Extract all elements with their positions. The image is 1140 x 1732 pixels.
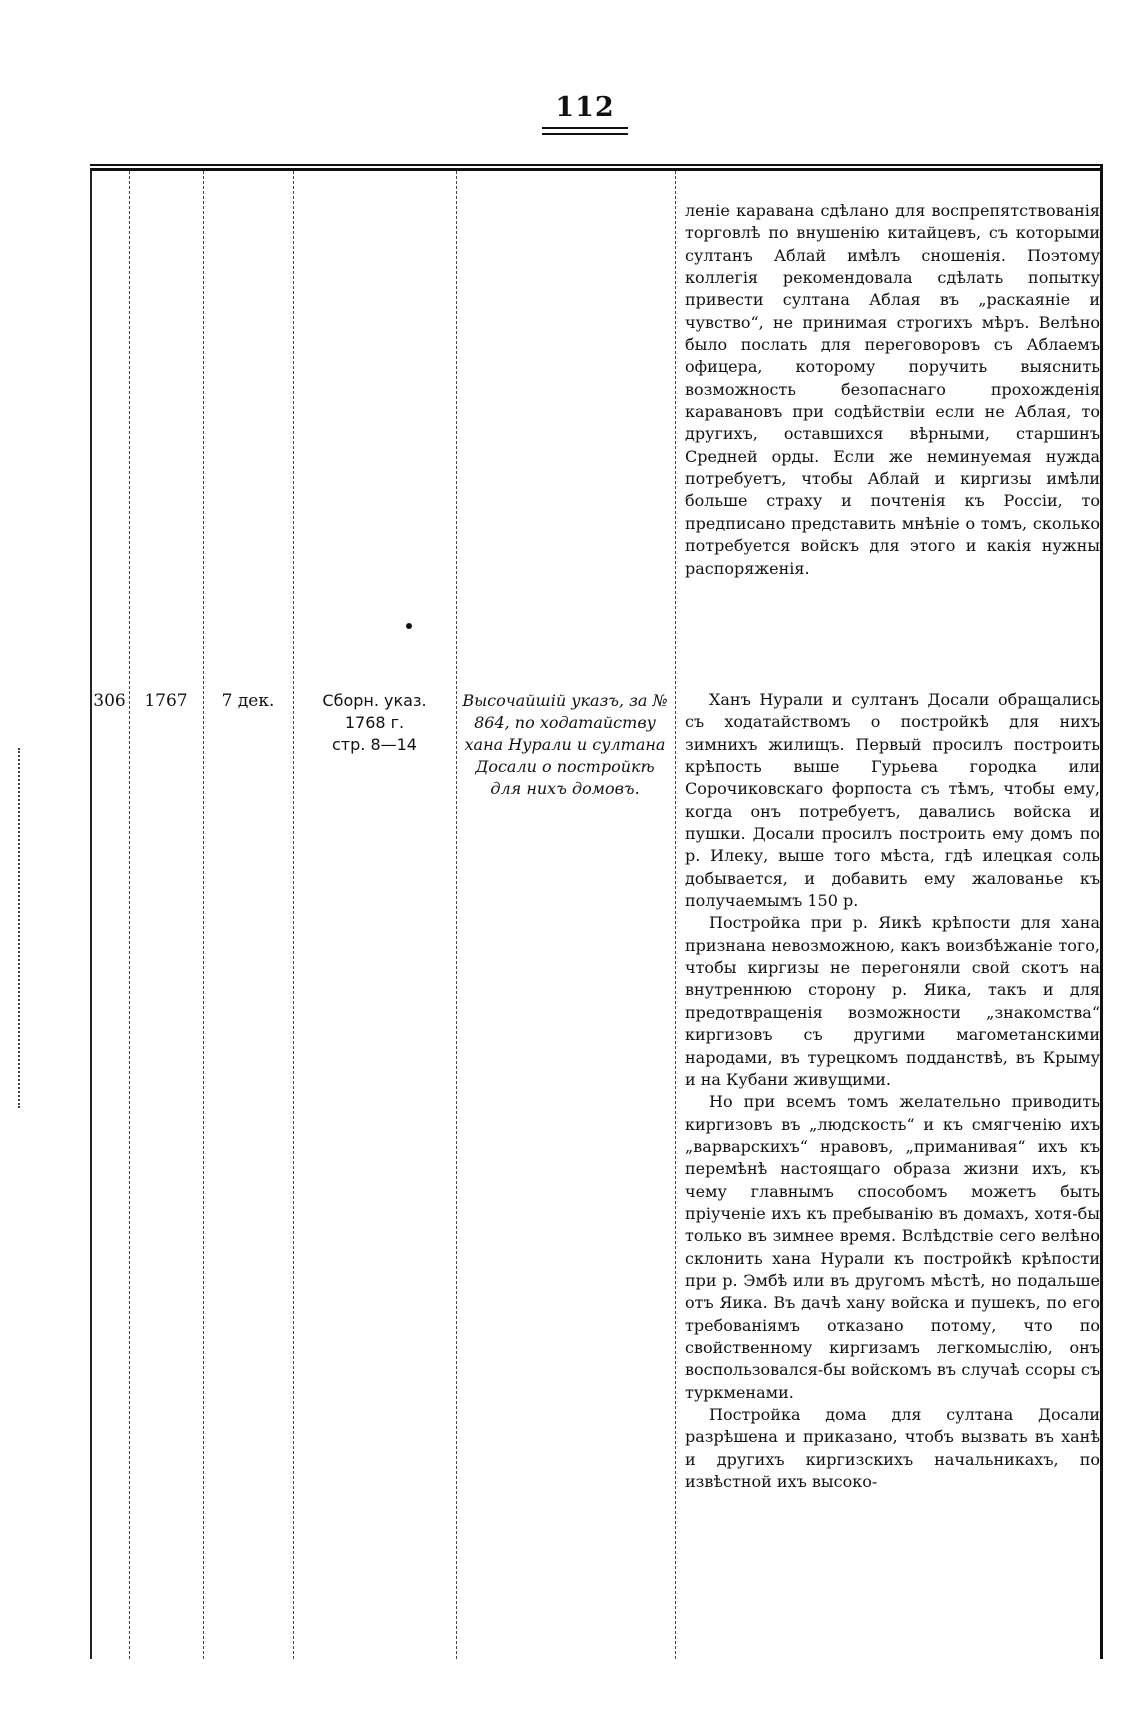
source-line: Сборн. указ.: [322, 691, 427, 710]
entry-summary: [685, 689, 1100, 1493]
entry-number: 306: [93, 691, 126, 711]
entry-year: 1767: [144, 691, 188, 711]
table-top-rule: [90, 168, 1102, 171]
table-right-border: [1100, 164, 1103, 1659]
column-divider: [293, 171, 294, 1659]
entry-title: Высочайшій указъ, за № 864, по ходатайству хана Нурали и султана Досали о постройкѣ для нихъ домовъ.: [462, 691, 668, 798]
continued-paragraph: леніе каравана сдѣлано для воспрепятствованія торговлѣ по внушенію китайцевъ, съ которыми султанъ Аблай имѣлъ сношенія. Поэтому коллегія рекомендовала сдѣлать попытку привести султана Аблая въ „раскаяніе и чувство“, не принимая строгихъ мѣръ. Велѣно было послать для переговоровъ съ Аблаемъ офицера, которому поручить выяснить возможность безопаснаго прохожденія каравановъ при содѣйствіи если не Аблая, то другихъ, оставшихся вѣрными, старшинъ Средней орды. Если же неминуемая нужда потребуетъ, чтобы Аблай и киргизы имѣли больше страху и почтенія къ Россіи, то предписано представить мнѣніе о томъ, сколько потребуется войскъ для этого и какія нужны распоряженія.: [685, 201, 1100, 578]
page-number: 112: [555, 92, 615, 123]
entry-source: [293, 690, 456, 756]
page-number-rule: [542, 133, 628, 135]
summary-paragraph: Ханъ Нурали и султанъ Досали обращались съ ходатайствомъ о постройкѣ для нихъ зимнихъ жилищъ. Первый просилъ построить крѣпость выше Гурьева городка или Сорочиковскаго форпоста съ тѣмъ, чтобы ему, когда онъ потребуетъ, давались войска и пушки. Досали просилъ построить ему домъ по р. Илеку, выше того мѣста, гдѣ илецкая соль добывается, и добавить ему жалованье къ получаемымъ 150 р.: [685, 690, 1100, 911]
column-divider: [675, 171, 676, 1659]
ink-dot: [406, 623, 412, 629]
column-divider: [456, 171, 457, 1659]
summary-paragraph: Постройка дома для султана Досали разрѣшена и приказано, чтобъ вызвать въ ханѣ и другихъ киргизскихъ начальникахъ, по извѣстной ихъ высоко-: [685, 1405, 1100, 1492]
column-divider: [90, 171, 92, 1659]
column-divider: [129, 171, 130, 1659]
entry-date: 7 дек.: [221, 691, 275, 711]
margin-dotted-line: [18, 748, 20, 1108]
summary-paragraph: Постройка при р. Яикѣ крѣпости для хана признана невозможною, какъ воизбѣжаніе того, чтобы киргизы не перегоняли свой скотъ на внутреннюю сторону р. Яика, такъ и для предотвращенія возможности „знакомства“ киргизовъ съ другими магометанскими народами, въ турецкомъ подданствѣ, въ Крыму и на Кубани живущими.: [685, 913, 1100, 1089]
page-number-rule: [542, 127, 628, 129]
source-line: 1768 г.: [344, 713, 405, 732]
table-top-rule: [90, 164, 1102, 166]
summary-paragraph: Но при всемъ томъ желательно приводить киргизовъ въ „людскость“ и къ смягченію ихъ „варварскихъ“ нравовъ, „приманивая“ ихъ къ перемѣнѣ настоящаго образа жизни ихъ, къ чему главнымъ способомъ можетъ быть пріученіе ихъ къ пребыванію въ домахъ, хотя-бы только въ зимнее время. Вслѣдствіе сего велѣно склонить хана Нурали къ постройкѣ крѣпости при р. Эмбѣ или въ другомъ мѣстѣ, но подальше отъ Яика. Въ дачѣ хану войска и пушекъ, по его требованіямъ отказано потому, что по свойственному киргизамъ легкомыслію, онъ воспользовался-бы войскомъ въ случаѣ ссоры съ туркменами.: [685, 1092, 1100, 1402]
column-divider: [203, 171, 204, 1659]
source-line: стр. 8—14: [332, 735, 417, 754]
continued-entry-text: [685, 200, 1100, 580]
